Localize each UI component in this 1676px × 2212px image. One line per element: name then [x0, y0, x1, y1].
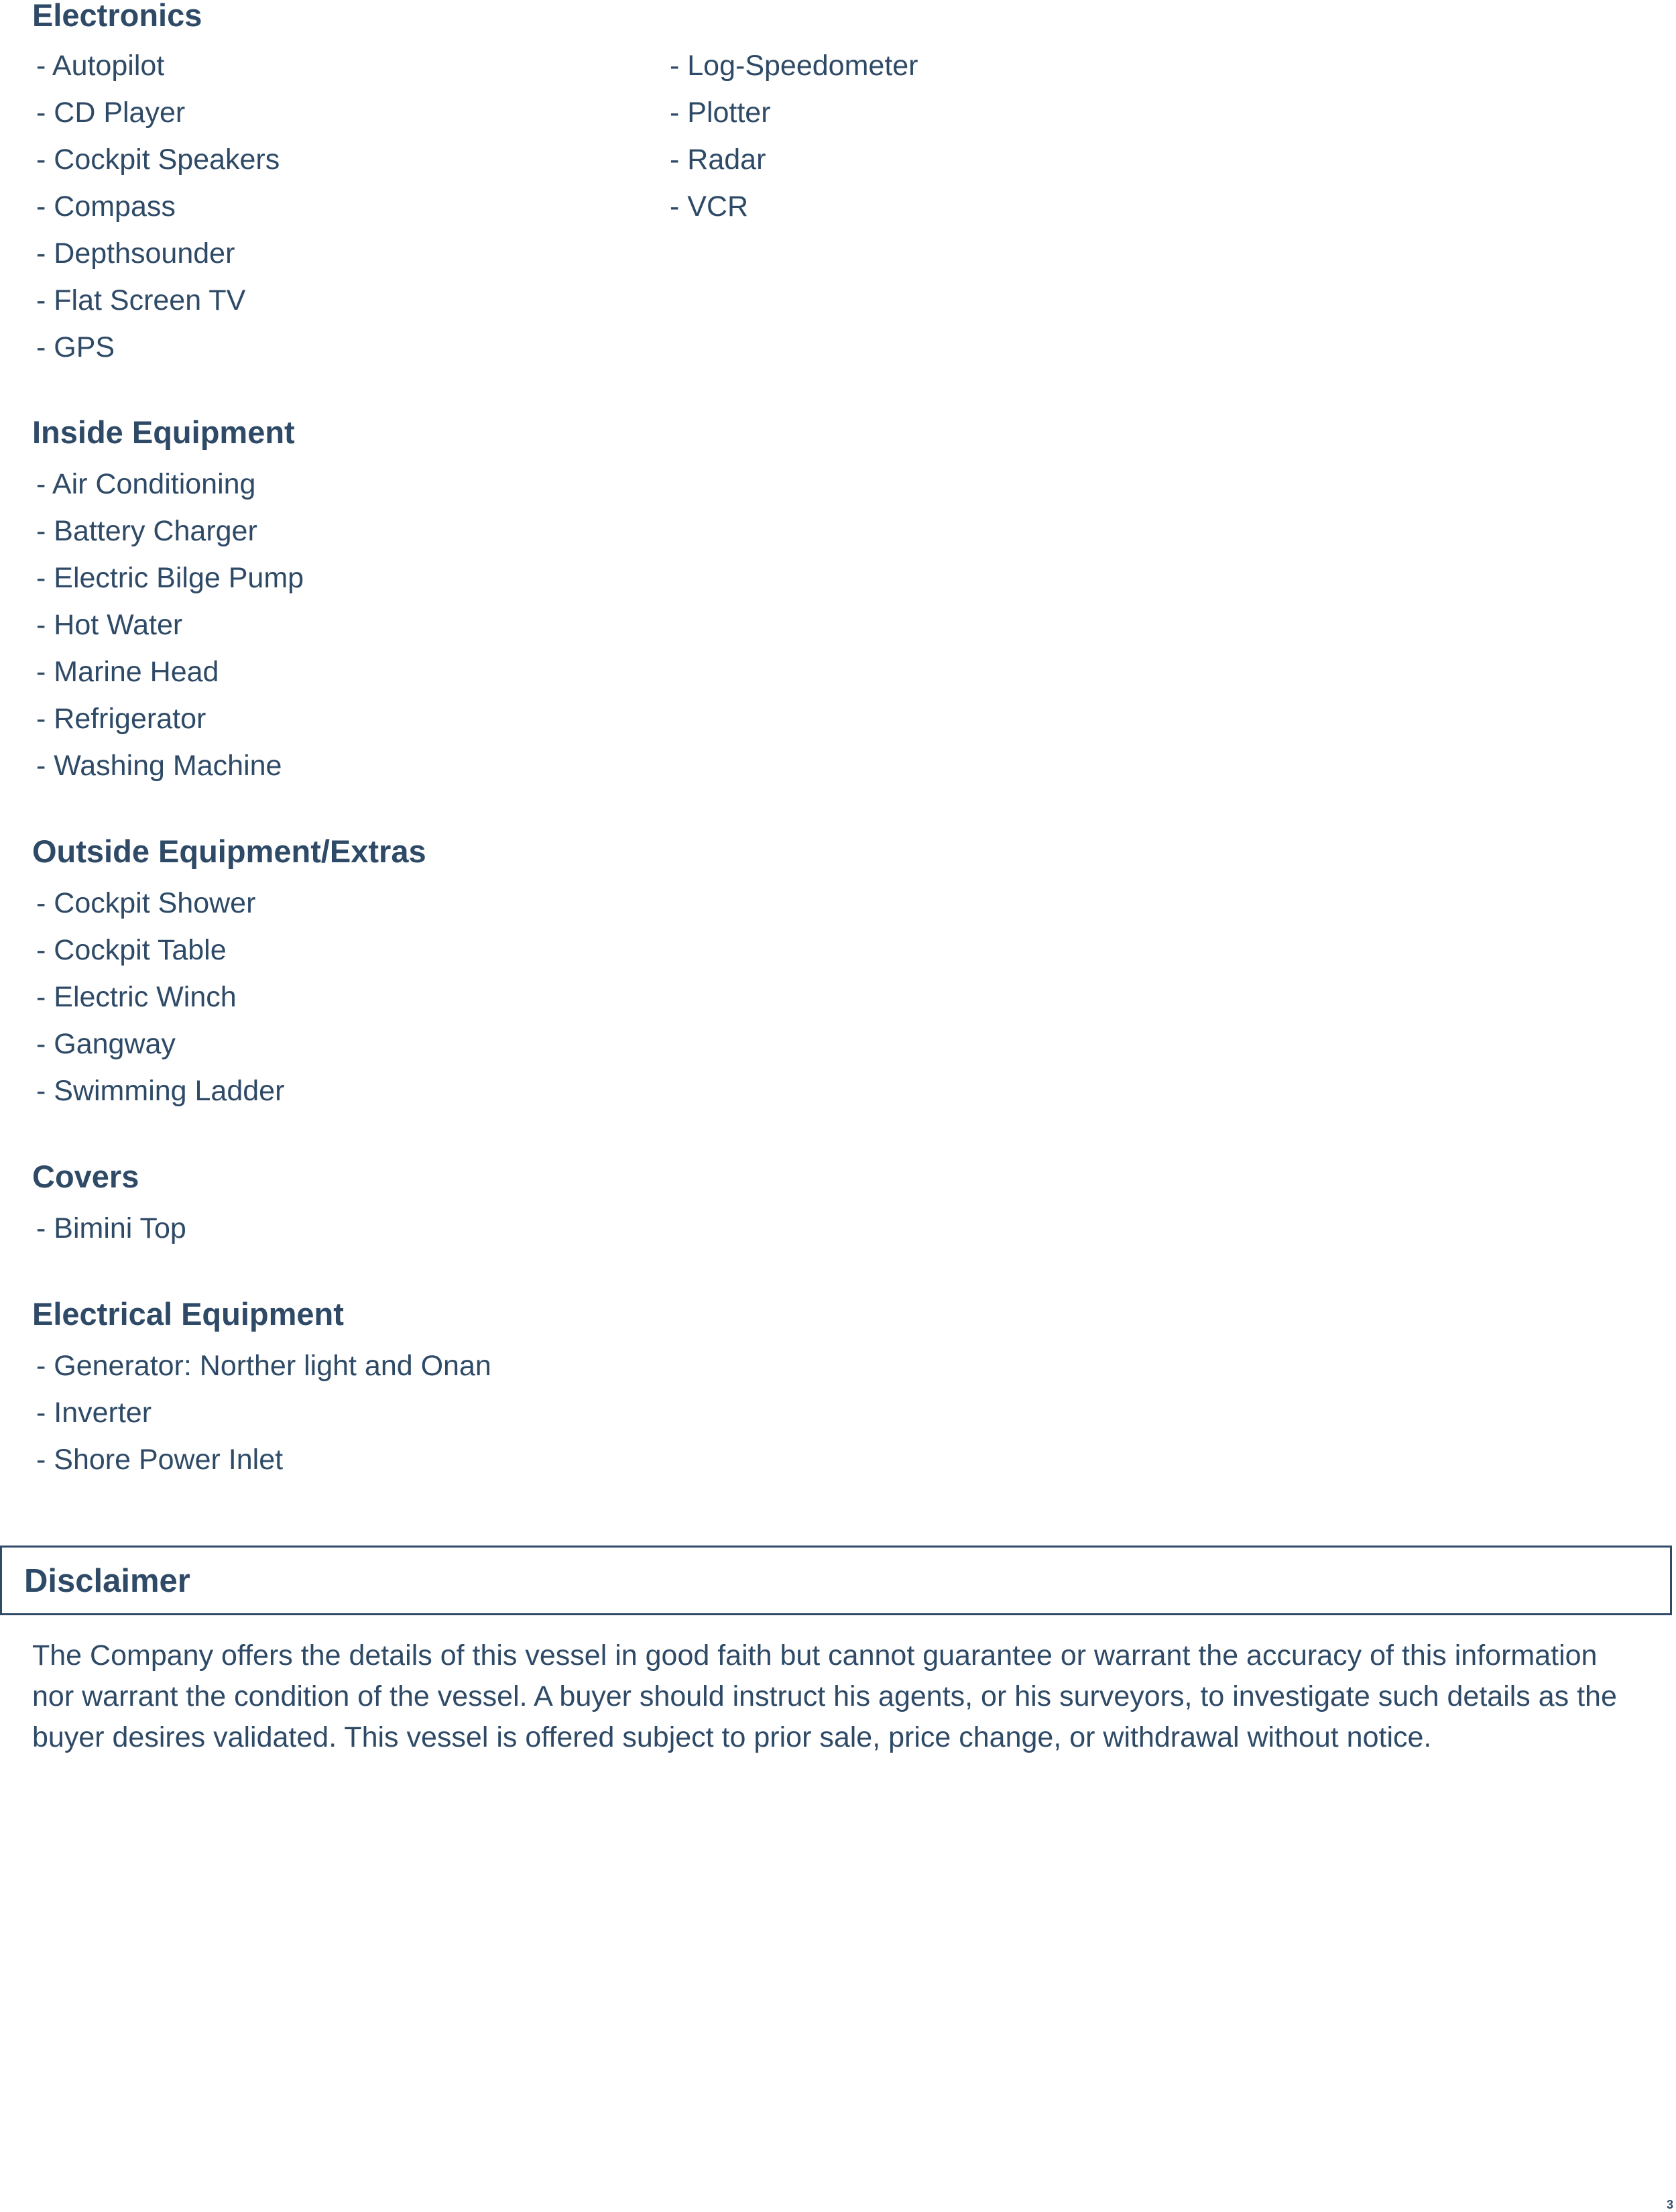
list-item: - Refrigerator: [36, 703, 206, 735]
covers-columns: [32, 1205, 666, 1252]
outside-col-1: [32, 880, 666, 1114]
list-item: - Marine Head: [36, 656, 219, 688]
electrical-columns: [32, 1342, 666, 1483]
disclaimer-text: The Company offers the details of this vessel in good faith but cannot guarantee or warrant the accuracy of this information nor warrant the condition of the vessel. A buyer should instruct his agents, or his surveyors, to investigate such details as the buyer desires validated. This vessel is offered subject to prior sale, price change, or withdrawal without notice.: [32, 1639, 1617, 1753]
section-electrical-equipment: [32, 1294, 666, 1483]
list-item: - CD Player: [36, 97, 186, 129]
list-item: - Battery Charger: [36, 515, 257, 547]
section-title-covers: Covers: [32, 1159, 139, 1194]
list-item: - Compass: [36, 190, 176, 223]
section-title-inside-equipment: Inside Equipment: [32, 414, 295, 450]
list-item: - Flat Screen TV: [36, 284, 246, 316]
list-item: - Cockpit Table: [36, 934, 227, 966]
electronics-col-2: [666, 42, 1299, 371]
section-title-electronics: Electronics: [32, 0, 202, 33]
list-item: - Cockpit Shower: [36, 887, 256, 919]
list-item: - Depthsounder: [36, 237, 235, 270]
list-item: - VCR: [670, 190, 749, 223]
outside-columns: [32, 880, 666, 1114]
covers-col-1: [32, 1205, 666, 1252]
section-outside-equipment: [32, 831, 666, 1114]
list-item: - Electric Winch: [36, 981, 237, 1013]
list-item: - Electric Bilge Pump: [36, 562, 304, 594]
section-electronics: [32, 0, 1299, 371]
list-item: - Bimini Top: [36, 1212, 186, 1244]
list-item: - Log-Speedometer: [670, 50, 918, 82]
disclaimer-title: Disclaimer: [24, 1563, 190, 1599]
inside-col-1: [32, 461, 666, 789]
section-title-electrical-equipment: Electrical Equipment: [32, 1296, 344, 1332]
list-item: - Hot Water: [36, 609, 183, 641]
list-item: - Washing Machine: [36, 750, 282, 782]
section-title-outside-equipment: Outside Equipment/Extras: [32, 833, 426, 869]
inside-columns: [32, 461, 666, 789]
section-covers: [32, 1157, 666, 1252]
section-inside-equipment: [32, 412, 666, 789]
list-item: - Inverter: [36, 1397, 152, 1429]
list-item: - Radar: [670, 143, 766, 176]
list-item: - Cockpit Speakers: [36, 143, 280, 176]
list-item: - Autopilot: [36, 50, 165, 82]
electronics-columns: [32, 42, 1299, 371]
list-item: - Generator: Norther light and Onan: [36, 1350, 491, 1382]
list-item: - GPS: [36, 331, 115, 363]
disclaimer-header-box: [0, 1546, 1672, 1615]
list-item: - Shore Power Inlet: [36, 1444, 284, 1476]
list-item: - Air Conditioning: [36, 468, 256, 500]
page-number: 3: [1666, 2198, 1673, 2211]
list-item: - Swimming Ladder: [36, 1075, 285, 1107]
list-item: - Gangway: [36, 1028, 176, 1060]
list-item: - Plotter: [670, 97, 771, 129]
electrical-col-1: [32, 1342, 666, 1483]
electronics-col-1: [32, 42, 666, 371]
